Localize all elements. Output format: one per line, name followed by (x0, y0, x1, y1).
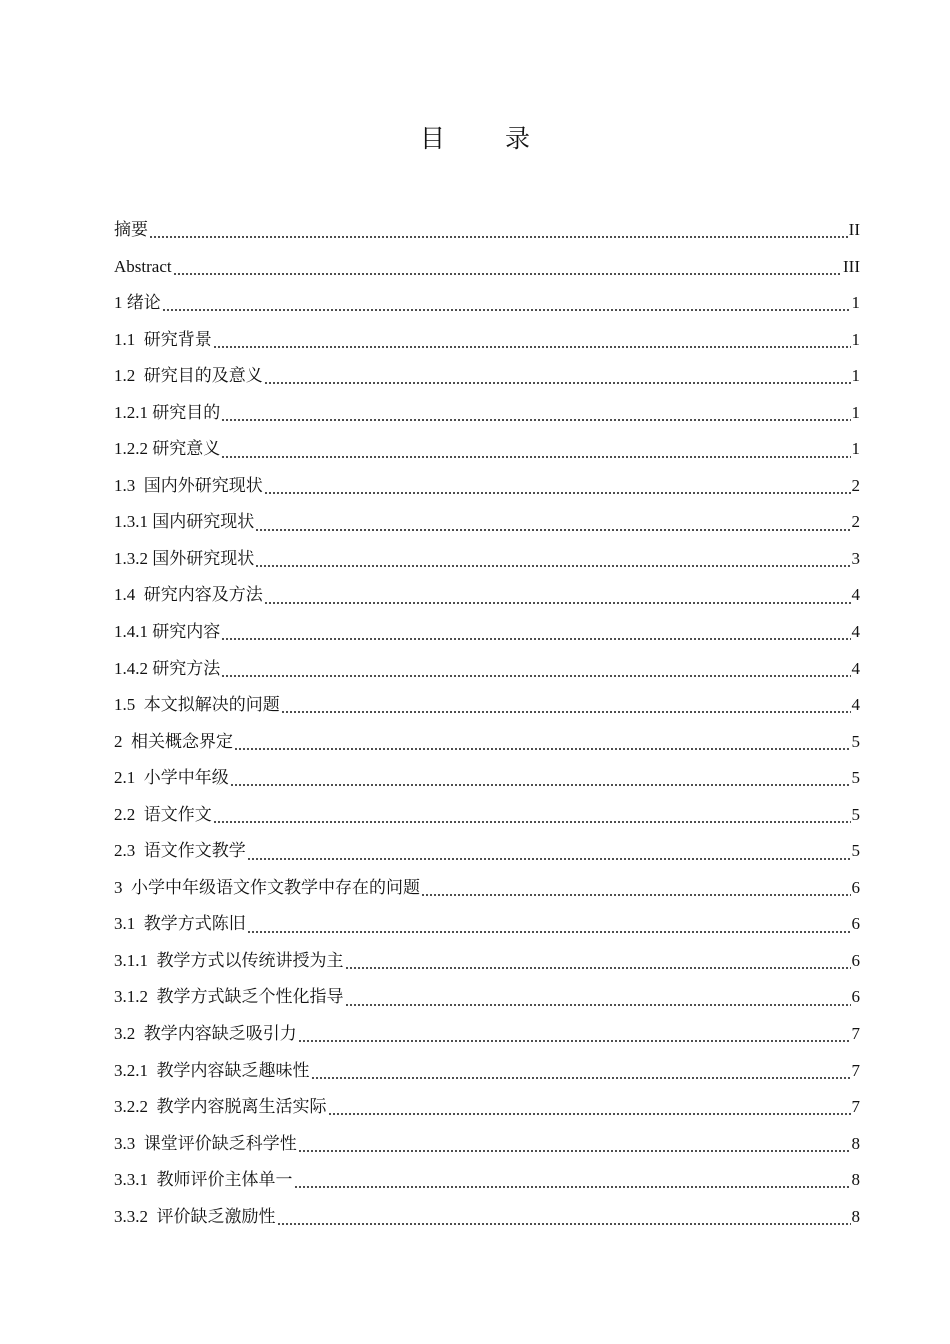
toc-entry-label: 3.2.1 教学内容缺乏趣味性 (114, 1060, 310, 1080)
toc-dot-leader (162, 309, 851, 311)
toc-dot-leader (247, 858, 851, 860)
toc-entry-label: 2 相关概念界定 (114, 731, 233, 751)
toc-entry-page-number: 4 (851, 658, 860, 678)
toc-entry[interactable] (114, 1089, 860, 1126)
toc-dot-leader (213, 346, 851, 348)
toc-entry-label: 1.2.2 研究意义 (114, 439, 221, 459)
toc-entry-label: Abstract (114, 256, 172, 276)
toc-entry-label: 1.4.2 研究方法 (114, 658, 221, 678)
toc-dot-leader (234, 748, 851, 750)
toc-dot-leader (281, 711, 851, 713)
toc-entry[interactable] (114, 1199, 860, 1236)
toc-entry[interactable] (114, 979, 860, 1016)
toc-dot-leader (221, 456, 850, 458)
toc-dot-leader (173, 273, 842, 275)
toc-dot-leader (255, 529, 850, 531)
toc-entry-page-number: II (848, 220, 860, 239)
toc-entry[interactable] (114, 724, 860, 761)
toc-dot-leader (345, 967, 851, 969)
toc-entry[interactable] (114, 870, 860, 907)
toc-dot-leader (149, 236, 848, 238)
toc-entry-page-number: 4 (851, 695, 860, 715)
toc-entry-label: 1.2.1 研究目的 (114, 402, 221, 422)
toc-entry-page-number: 4 (851, 622, 860, 642)
toc-entry[interactable] (114, 249, 860, 286)
toc-entry-label: 3.2.2 教学内容脱离生活实际 (114, 1097, 327, 1117)
toc-entry[interactable] (114, 833, 860, 870)
toc-entry-label: 1.3.2 国外研究现状 (114, 548, 255, 568)
toc-dot-leader (213, 821, 851, 823)
toc-entry[interactable] (114, 468, 860, 505)
toc-dot-leader (247, 931, 851, 933)
toc-entry[interactable] (114, 285, 860, 322)
toc-entry[interactable] (114, 541, 860, 578)
toc-entry-label: 2.3 语文作文教学 (114, 841, 246, 861)
toc-entry-page-number: 1 (851, 329, 860, 349)
toc-entry[interactable] (114, 614, 860, 651)
toc-entry-page-number: 7 (851, 1097, 860, 1117)
toc-dot-leader (421, 894, 851, 896)
toc-entry-label: 1.4.1 研究内容 (114, 622, 221, 642)
toc-entry[interactable] (114, 322, 860, 359)
toc-entry-page-number: 5 (851, 841, 860, 861)
toc-dot-leader (294, 1186, 851, 1188)
toc-entry-page-number: 1 (851, 366, 860, 386)
toc-entry-label: 1.2 研究目的及意义 (114, 366, 263, 386)
toc-entry-page-number: 4 (851, 585, 860, 605)
toc-entry-page-number: 2 (851, 475, 860, 495)
toc-entry-page-number: 5 (851, 731, 860, 751)
toc-entry-page-number: 8 (851, 1133, 860, 1153)
toc-list (114, 212, 860, 1235)
toc-entry-page-number: III (843, 256, 860, 276)
toc-dot-leader (255, 565, 850, 567)
toc-entry-label: 3.3.2 评价缺乏激励性 (114, 1206, 276, 1226)
toc-entry-page-number: 6 (851, 914, 860, 934)
toc-entry[interactable] (114, 212, 860, 249)
toc-entry-page-number: 8 (851, 1170, 860, 1190)
toc-dot-leader (264, 382, 851, 384)
toc-dot-leader (230, 784, 851, 786)
toc-entry-page-number: 2 (851, 512, 860, 532)
toc-entry-label: 1.3 国内外研究现状 (114, 475, 263, 495)
toc-entry-page-number: 7 (851, 1024, 860, 1044)
toc-dot-leader (264, 492, 851, 494)
toc-entry[interactable] (114, 431, 860, 468)
toc-entry-page-number: 1 (851, 439, 860, 459)
toc-entry-label: 3.1.2 教学方式缺乏个性化指导 (114, 987, 344, 1007)
toc-entry[interactable] (114, 1016, 860, 1053)
toc-entry-page-number: 1 (851, 293, 860, 313)
toc-dot-leader (328, 1113, 851, 1115)
toc-entry-label: 2.2 语文作文 (114, 804, 212, 824)
toc-entry[interactable] (114, 687, 860, 724)
toc-dot-leader (264, 602, 851, 604)
toc-dot-leader (221, 419, 850, 421)
toc-dot-leader (298, 1040, 851, 1042)
toc-dot-leader (221, 675, 850, 677)
toc-entry-label: 1.3.1 国内研究现状 (114, 512, 255, 532)
toc-entry-label: 3.1 教学方式陈旧 (114, 914, 246, 934)
page-title: 目 录 (420, 124, 556, 153)
toc-entry-page-number: 6 (851, 877, 860, 897)
toc-entry[interactable] (114, 760, 860, 797)
toc-entry[interactable] (114, 504, 860, 541)
toc-entry[interactable] (114, 651, 860, 688)
toc-entry[interactable] (114, 906, 860, 943)
toc-dot-leader (277, 1223, 851, 1225)
toc-entry-page-number: 6 (851, 987, 860, 1007)
toc-dot-leader (345, 1004, 851, 1006)
toc-dot-leader (311, 1077, 851, 1079)
toc-entry[interactable] (114, 395, 860, 432)
toc-entry-label: 1 绪论 (114, 293, 161, 313)
toc-entry-label: 3.1.1 教学方式以传统讲授为主 (114, 950, 344, 970)
toc-entry-page-number: 5 (851, 768, 860, 788)
toc-entry[interactable] (114, 1162, 860, 1199)
toc-entry-label: 3.3.1 教师评价主体单一 (114, 1170, 293, 1190)
toc-entry[interactable] (114, 943, 860, 980)
toc-entry-page-number: 3 (851, 548, 860, 568)
toc-entry-page-number: 8 (851, 1206, 860, 1226)
toc-entry-label: 3.2 教学内容缺乏吸引力 (114, 1024, 297, 1044)
toc-entry[interactable] (114, 797, 860, 834)
toc-entry-label: 摘要 (114, 220, 148, 239)
toc-dot-leader (221, 638, 850, 640)
toc-entry[interactable] (114, 577, 860, 614)
toc-entry-label: 1.1 研究背景 (114, 329, 212, 349)
toc-entry-label: 2.1 小学中年级 (114, 768, 229, 788)
toc-entry-label: 1.4 研究内容及方法 (114, 585, 263, 605)
toc-entry-page-number: 1 (851, 402, 860, 422)
toc-entry[interactable] (114, 358, 860, 395)
toc-entry-label: 1.5 本文拟解决的问题 (114, 695, 280, 715)
toc-entry-label: 3.3 课堂评价缺乏科学性 (114, 1133, 297, 1153)
toc-entry[interactable] (114, 1126, 860, 1163)
toc-entry-page-number: 5 (851, 804, 860, 824)
toc-dot-leader (298, 1150, 851, 1152)
toc-entry-page-number: 7 (851, 1060, 860, 1080)
toc-entry-label: 3 小学中年级语文作文教学中存在的问题 (114, 877, 420, 897)
toc-entry-page-number: 6 (851, 950, 860, 970)
toc-entry[interactable] (114, 1053, 860, 1090)
